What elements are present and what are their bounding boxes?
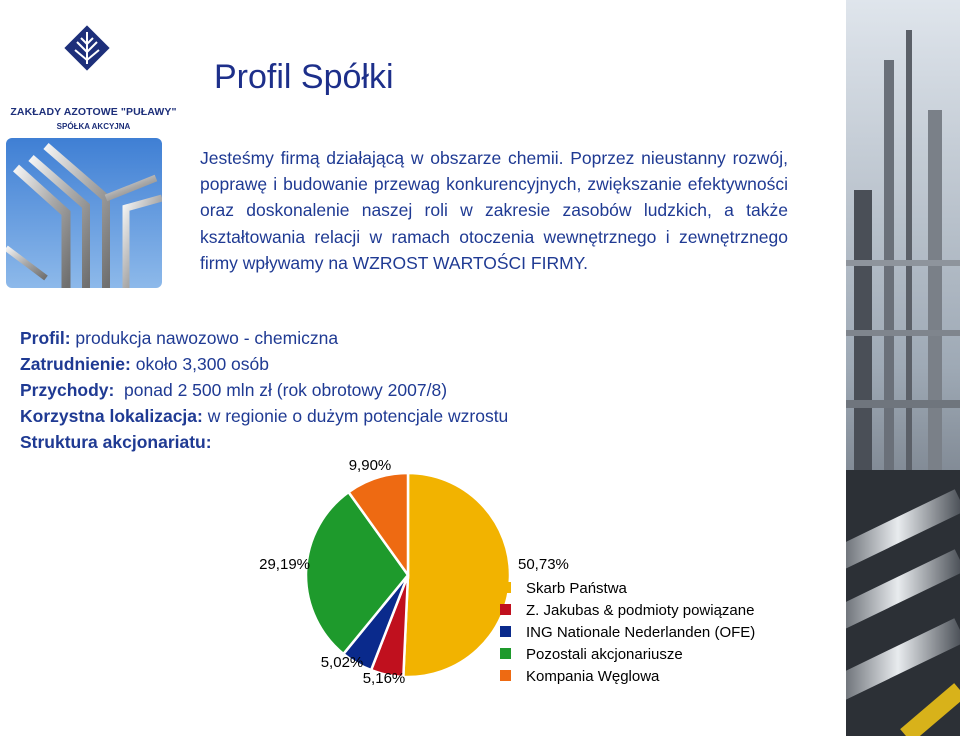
- legend-label-3: ING Nationale Nederlanden (OFE): [526, 624, 756, 641]
- legend-swatch-2: [500, 604, 511, 615]
- refinery-photo: [846, 0, 960, 736]
- legend-label-4: Pozostali akcjonariusze: [526, 646, 683, 663]
- company-facts: [20, 325, 580, 455]
- fact-structure: Struktura akcjonariatu:: [20, 432, 212, 452]
- intro-paragraph: Jesteśmy firmą działającą w obszarze chemii. Poprzez nieustanny rozwój, poprawę i budowanie przewag konkurencyjnych, zwiększanie efektywności oraz doskonalenie naszej roli w zakresie zasobów ludzkich, a także kształtowania relacji w ramach otoczenia wewnętrznego i zewnętrznego firmy wpływamy na WZROST WARTOŚCI FIRMY.: [200, 148, 788, 273]
- logo-name: ZAKŁADY AZOTOWE "PUŁAWY": [10, 106, 177, 118]
- pie-slice-1: [403, 473, 510, 677]
- shareholder-pie-chart: [240, 448, 800, 700]
- pipes-photo: [6, 138, 162, 308]
- legend-swatch-4: [500, 648, 511, 659]
- company-logo: [6, 18, 177, 131]
- legend-label-2: Z. Jakubas & podmioty powiązane: [526, 602, 755, 619]
- legend-label-1: Skarb Państwa: [526, 580, 627, 597]
- legend-swatch-1: [500, 582, 511, 593]
- fact-employment: Zatrudnienie: około 3,300 osób: [20, 354, 270, 374]
- fact-profile: Profil: produkcja nawozowo - chemiczna: [20, 328, 339, 348]
- pie-label-3: 5,02%: [320, 654, 364, 671]
- legend-swatch-3: [500, 626, 511, 637]
- fact-revenue: Przychody: ponad 2 500 mln zł (rok obrotowy 2007/8): [20, 380, 448, 400]
- legend-swatch-5: [500, 670, 511, 681]
- logo-subtitle: SPÓŁKA AKCYJNA: [56, 122, 131, 131]
- pie-label-1: 50,73%: [518, 556, 569, 573]
- pie-label-5: 9,90%: [348, 457, 392, 474]
- pie-label-4: 29,19%: [259, 556, 310, 573]
- pie-label-2: 5,16%: [362, 670, 406, 687]
- page-title: Profil Spółki: [214, 58, 394, 96]
- fact-location: Korzystna lokalizacja: w regionie o dużym potencjale wzrostu: [20, 406, 509, 426]
- legend-label-5: Kompania Węglowa: [526, 668, 660, 685]
- logo-diamond-icon: [63, 24, 111, 72]
